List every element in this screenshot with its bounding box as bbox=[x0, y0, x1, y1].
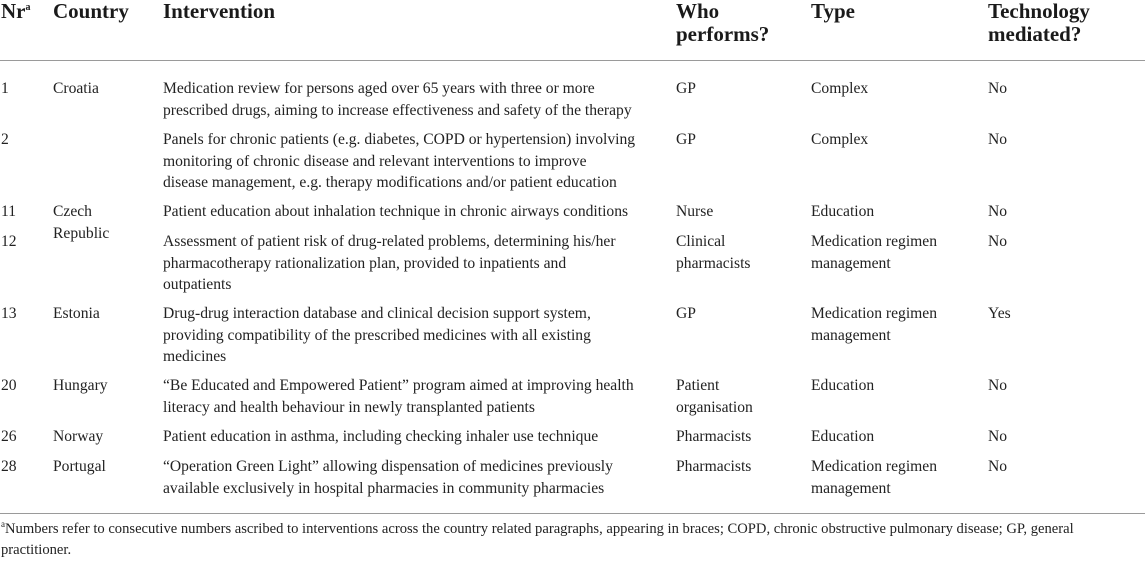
cell-technology-mediated bbox=[988, 456, 1138, 478]
cell-type-line: management bbox=[811, 326, 891, 344]
cell-who-performs bbox=[676, 456, 801, 478]
footnote-line1: Numbers refer to consecutive numbers ascribed to interventions across the country related paragraphs, appearing in braces; COPD, chronic obstructive pulmonary disease; GP, general bbox=[5, 521, 1074, 537]
cell-who-performs-line: Clinical bbox=[676, 233, 726, 250]
cell-intervention-line: monitoring of chronic disease and relevant interventions to improve bbox=[163, 152, 587, 170]
cell-intervention bbox=[163, 456, 663, 499]
header-who-line2: performs? bbox=[676, 22, 770, 46]
cell-who-performs-line: pharmacists bbox=[676, 254, 751, 272]
cell-technology-mediated bbox=[988, 231, 1138, 253]
cell-type bbox=[811, 129, 981, 151]
cell-technology-mediated bbox=[988, 375, 1138, 397]
cell-intervention bbox=[163, 426, 663, 448]
cell-technology-mediated bbox=[988, 129, 1138, 151]
cell-intervention-line: medicines bbox=[163, 348, 227, 365]
cell-type-line: Medication regimen bbox=[811, 233, 938, 250]
cell-country-line: Estonia bbox=[53, 305, 100, 322]
cell-nr-line: 28 bbox=[1, 458, 17, 475]
cell-country bbox=[53, 303, 153, 325]
table-header bbox=[0, 0, 1145, 60]
cell-who-performs-line: Pharmacists bbox=[676, 428, 752, 445]
cell-intervention bbox=[163, 231, 663, 296]
cell-type-line: Education bbox=[811, 428, 875, 445]
cell-intervention-line: available exclusively in hospital pharmacies in community pharmacies bbox=[163, 479, 605, 497]
cell-type-line: Education bbox=[811, 377, 875, 394]
header-nr-label: Nr bbox=[1, 0, 26, 23]
cell-who-performs bbox=[676, 303, 801, 325]
header-tech-line1: Technology bbox=[988, 0, 1090, 23]
cell-technology-mediated bbox=[988, 201, 1138, 223]
cell-intervention-line: providing compatibility of the prescribed medicines with all existing bbox=[163, 326, 591, 344]
cell-intervention-line: prescribed drugs, aiming to increase effectiveness and safety of the therapy bbox=[163, 101, 632, 119]
cell-intervention bbox=[163, 375, 663, 418]
cell-intervention bbox=[163, 303, 663, 368]
cell-technology-mediated-line: No bbox=[988, 428, 1008, 445]
cell-type bbox=[811, 426, 981, 448]
cell-country-line: Croatia bbox=[53, 80, 99, 97]
cell-nr bbox=[1, 303, 46, 325]
cell-technology-mediated-line: No bbox=[988, 80, 1008, 97]
header-who-performs bbox=[676, 0, 801, 46]
cell-type-line: Medication regimen bbox=[811, 458, 938, 475]
footnote-marker: a bbox=[1, 519, 5, 530]
cell-type bbox=[811, 303, 981, 346]
cell-nr bbox=[1, 375, 46, 397]
header-tech-line2: mediated? bbox=[988, 22, 1082, 46]
header-intervention: Intervention bbox=[163, 0, 275, 23]
cell-technology-mediated bbox=[988, 303, 1138, 325]
cell-who-performs-line: Pharmacists bbox=[676, 458, 752, 475]
cell-technology-mediated-line: Yes bbox=[988, 305, 1011, 322]
cell-nr bbox=[1, 456, 46, 478]
cell-technology-mediated bbox=[988, 426, 1138, 448]
cell-nr bbox=[1, 426, 46, 448]
cell-intervention bbox=[163, 201, 663, 223]
cell-intervention-line: Panels for chronic patients (e.g. diabetes, COPD or hypertension) involving bbox=[163, 131, 636, 148]
cell-intervention-line: Drug-drug interaction database and clinical decision support system, bbox=[163, 305, 591, 322]
cell-type-line: Medication regimen bbox=[811, 305, 938, 322]
cell-country-line: Republic bbox=[53, 224, 110, 242]
cell-technology-mediated bbox=[988, 78, 1138, 100]
cell-nr bbox=[1, 78, 46, 100]
cell-nr bbox=[1, 231, 46, 253]
cell-who-performs bbox=[676, 201, 801, 223]
cell-who-performs bbox=[676, 426, 801, 448]
cell-intervention-line: literacy and health behaviour in newly transplanted patients bbox=[163, 398, 535, 416]
cell-nr-line: 13 bbox=[1, 305, 17, 322]
cell-country-line: Hungary bbox=[53, 377, 108, 394]
cell-technology-mediated-line: No bbox=[988, 203, 1008, 220]
cell-type bbox=[811, 78, 981, 100]
cell-who-performs-line: Patient bbox=[676, 377, 720, 394]
cell-type-line: Complex bbox=[811, 80, 869, 97]
cell-nr-line: 20 bbox=[1, 377, 17, 394]
cell-country-line: Czech bbox=[53, 203, 92, 220]
cell-intervention-line: Patient education about inhalation technique in chronic airways conditions bbox=[163, 203, 629, 220]
header-type: Type bbox=[811, 0, 855, 23]
cell-intervention bbox=[163, 78, 663, 121]
cell-who-performs-line: Nurse bbox=[676, 203, 714, 220]
cell-intervention-line: “Operation Green Light” allowing dispensation of medicines previously bbox=[163, 458, 613, 475]
cell-country bbox=[53, 201, 153, 244]
cell-country bbox=[53, 375, 153, 397]
header-technology-mediated bbox=[988, 0, 1138, 46]
table-footnote bbox=[1, 519, 1141, 561]
cell-who-performs bbox=[676, 129, 801, 151]
cell-who-performs bbox=[676, 375, 801, 418]
cell-nr bbox=[1, 201, 46, 223]
cell-intervention-line: Patient education in asthma, including checking inhaler use technique bbox=[163, 428, 599, 445]
cell-nr-line: 12 bbox=[1, 233, 17, 250]
header-rule bbox=[0, 60, 1145, 61]
cell-technology-mediated-line: No bbox=[988, 131, 1008, 148]
cell-who-performs-line: GP bbox=[676, 305, 696, 322]
cell-country-line: Portugal bbox=[53, 458, 106, 475]
cell-technology-mediated-line: No bbox=[988, 233, 1008, 250]
header-who-line1: Who bbox=[676, 0, 720, 23]
cell-type-line: management bbox=[811, 479, 891, 497]
cell-type bbox=[811, 456, 981, 499]
cell-nr-line: 1 bbox=[1, 80, 9, 97]
cell-type bbox=[811, 201, 981, 223]
header-country: Country bbox=[53, 0, 129, 23]
table-bottom-rule bbox=[0, 513, 1145, 514]
cell-type-line: Education bbox=[811, 203, 875, 220]
cell-nr-line: 2 bbox=[1, 131, 9, 148]
header-nr-footnote-marker: a bbox=[25, 2, 31, 13]
cell-technology-mediated-line: No bbox=[988, 458, 1008, 475]
cell-type bbox=[811, 375, 981, 397]
cell-nr-line: 26 bbox=[1, 428, 17, 445]
cell-intervention-line: Assessment of patient risk of drug-related problems, determining his/her bbox=[163, 233, 616, 250]
cell-nr bbox=[1, 129, 46, 151]
cell-intervention-line: disease management, e.g. therapy modifications and/or patient education bbox=[163, 174, 617, 191]
cell-intervention-line: Medication review for persons aged over 65 years with three or more bbox=[163, 80, 595, 97]
cell-country-line: Norway bbox=[53, 428, 104, 445]
cell-country bbox=[53, 78, 153, 100]
cell-country bbox=[53, 426, 153, 448]
cell-type-line: Complex bbox=[811, 131, 869, 148]
cell-intervention-line: pharmacotherapy rationalization plan, provided to inpatients and bbox=[163, 254, 567, 272]
cell-technology-mediated-line: No bbox=[988, 377, 1008, 394]
cell-intervention-line: outpatients bbox=[163, 276, 232, 293]
header-nr bbox=[1, 0, 46, 23]
cell-intervention-line: “Be Educated and Empowered Patient” program aimed at improving health bbox=[163, 377, 634, 394]
footnote-line2: practitioner. bbox=[1, 542, 72, 558]
cell-type-line: management bbox=[811, 254, 891, 272]
cell-nr-line: 11 bbox=[1, 203, 17, 220]
cell-country bbox=[53, 456, 153, 478]
cell-who-performs-line: GP bbox=[676, 131, 696, 148]
cell-intervention bbox=[163, 129, 663, 194]
cell-type bbox=[811, 231, 981, 274]
cell-who-performs-line: organisation bbox=[676, 398, 753, 416]
cell-who-performs-line: GP bbox=[676, 80, 696, 97]
cell-who-performs bbox=[676, 78, 801, 100]
cell-who-performs bbox=[676, 231, 801, 274]
